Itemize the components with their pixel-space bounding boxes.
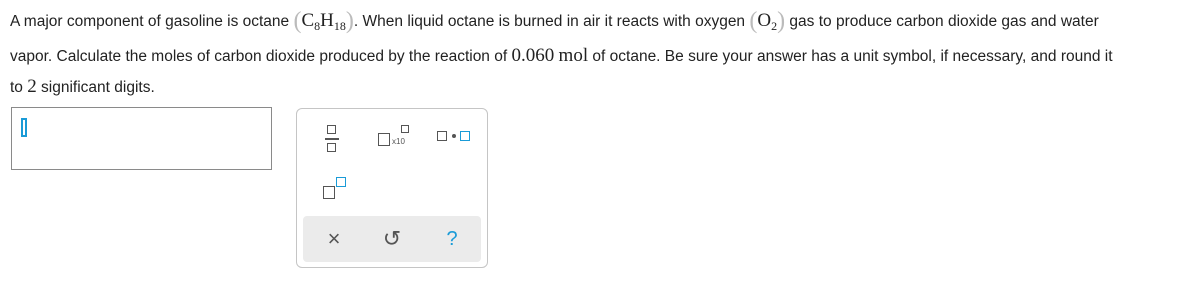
formula-element: H bbox=[320, 10, 334, 31]
formula-subscript: 8 bbox=[314, 19, 321, 33]
question-text-segment: significant digits. bbox=[36, 79, 155, 96]
superscript-button[interactable] bbox=[321, 175, 349, 203]
palette-footer bbox=[303, 216, 481, 262]
formula-element: C bbox=[301, 10, 315, 31]
question-text-segment: to bbox=[10, 79, 28, 96]
paren-close: ) bbox=[345, 8, 354, 34]
question-line-1 bbox=[10, 6, 1195, 41]
help-button[interactable] bbox=[437, 226, 467, 252]
help-icon: ? bbox=[446, 228, 458, 250]
question-text-segment: vapor. Calculate the moles of carbon dioxide produced by the reaction of bbox=[10, 48, 512, 65]
sig-digits-number: 2 bbox=[27, 76, 37, 97]
question-text-segment: . When liquid octane is burned in air it reacts with oxygen bbox=[353, 13, 750, 30]
octane-formula bbox=[301, 10, 345, 31]
question-line-3 bbox=[10, 72, 1195, 103]
question-text-segment: A major component of gasoline is octane bbox=[10, 13, 294, 30]
clear-button[interactable] bbox=[319, 226, 349, 252]
amount-unit: mol bbox=[558, 45, 589, 66]
input-cursor-placeholder bbox=[21, 118, 27, 137]
paren-close: ) bbox=[777, 8, 786, 34]
multiply-dot-button[interactable] bbox=[435, 129, 473, 147]
undo-icon: ↺ bbox=[382, 226, 402, 251]
oxygen-formula bbox=[757, 10, 777, 31]
sci-notation-label: x10 bbox=[392, 137, 405, 146]
formula-subscript: 2 bbox=[771, 19, 778, 33]
formula-element: O bbox=[757, 10, 772, 31]
undo-button[interactable] bbox=[377, 226, 407, 252]
paren-open: ( bbox=[749, 8, 758, 34]
formula-subscript: 18 bbox=[333, 19, 346, 33]
octane-amount: 0.060 bbox=[511, 45, 555, 66]
question-text bbox=[10, 6, 1195, 103]
question-text-segment: gas to produce carbon dioxide gas and water bbox=[785, 13, 1099, 30]
math-palette bbox=[296, 108, 488, 268]
answer-input[interactable] bbox=[11, 107, 272, 170]
close-icon: × bbox=[327, 226, 341, 251]
scientific-notation-button[interactable] bbox=[375, 123, 415, 153]
paren-open: ( bbox=[293, 8, 302, 34]
question-line-2 bbox=[10, 41, 1195, 72]
fraction-button[interactable] bbox=[321, 123, 343, 157]
question-text-segment: of octane. Be sure your answer has a unit symbol, if necessary, and round it bbox=[588, 48, 1113, 65]
